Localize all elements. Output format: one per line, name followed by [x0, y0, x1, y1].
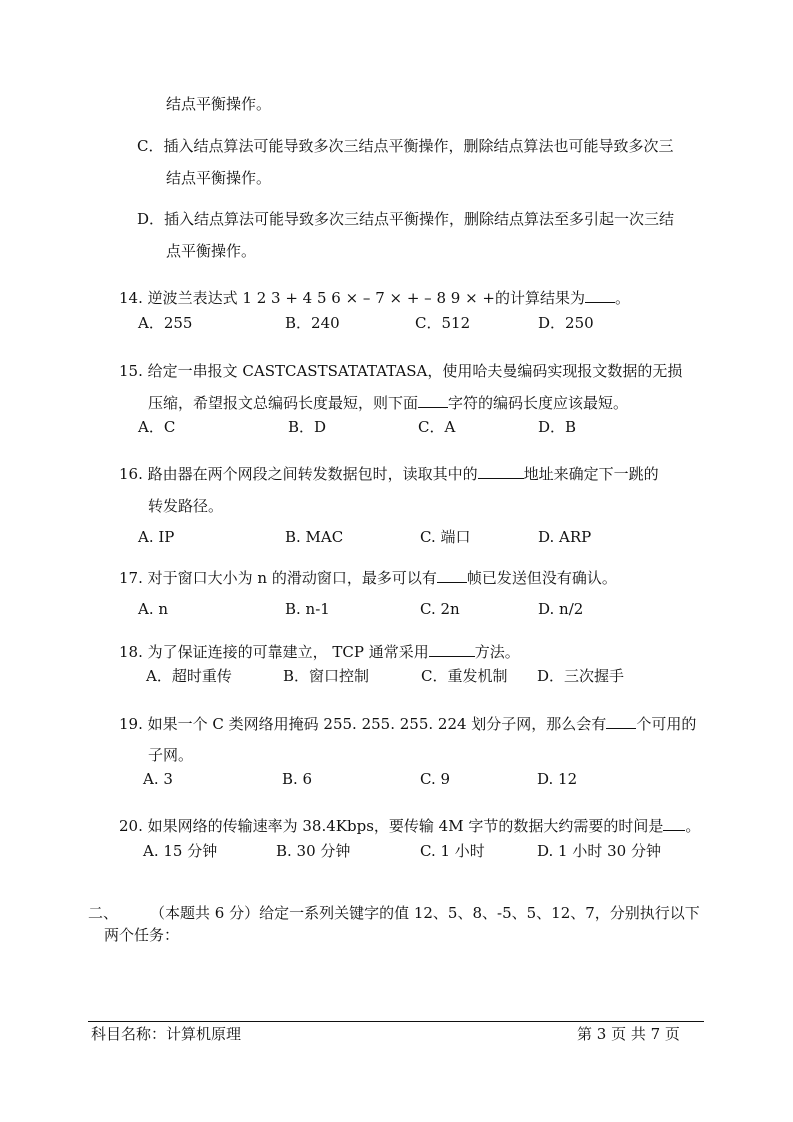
question-18-text-end: 方法。	[474, 643, 520, 661]
footer-subject: 科目名称：计算机原理	[91, 1025, 242, 1043]
q14-option-d: D．250	[538, 314, 594, 332]
q20-option-c: C. 1 小时	[420, 842, 485, 860]
answer-blank	[478, 464, 524, 479]
q19-option-d: D. 12	[537, 770, 578, 788]
question-20	[119, 816, 700, 836]
section-2-number: 二、	[88, 904, 119, 922]
question-19-line1	[119, 714, 696, 734]
q17-option-b: B. n-1	[285, 600, 330, 618]
q18-option-d: D．三次握手	[537, 667, 625, 685]
q18-option-b: B．窗口控制	[283, 667, 370, 685]
q14-option-a: A．255	[138, 314, 193, 332]
question-18-text: 18. 为了保证连接的可靠建立， TCP 通常采用	[119, 643, 429, 661]
q18-option-a: A．超时重传	[146, 667, 232, 685]
q16-option-a: A. IP	[138, 528, 175, 546]
question-14-text: 14. 逆波兰表达式 1 2 3 + 4 5 6 × – 7 × + – 8 9 × +的计算结果为	[119, 289, 585, 307]
section-2-line1: （本题共 6 分）给定一系列关键字的值 12、5、8、-5、5、12、7，分别执行以下	[150, 904, 700, 922]
footer-rule	[88, 1021, 704, 1022]
q15-option-d: D．B	[538, 418, 577, 436]
footer-page-number: 第 3 页 共 7 页	[577, 1025, 680, 1043]
question-17-text: 17. 对于窗口大小为 n 的滑动窗口，最多可以有	[119, 569, 437, 587]
question-16-line1	[119, 464, 659, 484]
q17-option-c: C. 2n	[420, 600, 460, 618]
q20-option-d: D. 1 小时 30 分钟	[537, 842, 661, 860]
question-16-text: 16. 路由器在两个网段之间转发数据包时，读取其中的	[119, 465, 478, 483]
q20-option-b: B. 30 分钟	[276, 842, 351, 860]
q15-option-a: A．C	[138, 418, 176, 436]
question-15-text: 压缩，希望报文总编码长度最短，则下面	[148, 394, 419, 412]
question-20-text-end: 。	[685, 817, 701, 835]
answer-blank	[418, 393, 448, 408]
q19-option-a: A. 3	[143, 770, 173, 788]
answer-blank	[429, 642, 475, 657]
q14-option-c: C．512	[415, 314, 471, 332]
answer-blank	[663, 816, 685, 831]
question-14	[119, 288, 630, 308]
question-19-text-end: 个可用的	[636, 715, 697, 733]
question-19-line2: 子网。	[148, 746, 194, 764]
q15-option-b: B．D	[288, 418, 327, 436]
question-16-line2: 转发路径。	[148, 497, 224, 515]
question-17-text-end: 帧已发送但没有确认。	[466, 569, 617, 587]
section-2-line2: 两个任务：	[104, 926, 180, 944]
question-18	[119, 642, 520, 662]
q19-option-b: B. 6	[282, 770, 313, 788]
answer-blank	[606, 714, 636, 729]
q16-option-d: D. ARP	[538, 528, 592, 546]
question-20-text: 20. 如果网络的传输速率为 38.4Kbps，要传输 4M 字节的数据大约需要的时间是	[119, 817, 664, 835]
answer-blank	[437, 568, 467, 583]
q18-option-c: C．重发机制	[421, 667, 508, 685]
q20-option-a: A. 15 分钟	[143, 842, 218, 860]
q19-option-c: C. 9	[420, 770, 451, 788]
question-19-text: 19. 如果一个 C 类网络用掩码 255. 255. 255. 224 划分子网，那么会有	[119, 715, 607, 733]
answer-blank	[585, 288, 615, 303]
q17-option-a: A. n	[138, 600, 169, 618]
question-15-text-end: 字符的编码长度应该最短。	[448, 394, 629, 412]
question-15-line1: 15. 给定一串报文 CASTCASTSATATATASA，使用哈夫曼编码实现报文数据的无损	[119, 362, 683, 380]
q13-option-d-line1: D．插入结点算法可能导致多次三结点平衡操作，删除结点算法至多引起一次三结	[137, 210, 675, 228]
question-16-text-end: 地址来确定下一跳的	[523, 465, 659, 483]
question-17	[119, 568, 617, 588]
q13-option-c-line2: 结点平衡操作。	[166, 169, 272, 187]
q13-option-c-line1: C．插入结点算法可能导致多次三结点平衡操作，删除结点算法也可能导致多次三	[137, 137, 674, 155]
q13-option-d-line2: 点平衡操作。	[166, 242, 257, 260]
question-15-line2	[148, 393, 628, 413]
q13-option-b-tail: 结点平衡操作。	[166, 95, 272, 113]
question-14-end: 。	[614, 289, 630, 307]
q15-option-c: C．A	[418, 418, 456, 436]
q14-option-b: B．240	[285, 314, 340, 332]
q17-option-d: D. n/2	[538, 600, 584, 618]
q16-option-c: C. 端口	[420, 528, 471, 546]
q16-option-b: B. MAC	[285, 528, 344, 546]
